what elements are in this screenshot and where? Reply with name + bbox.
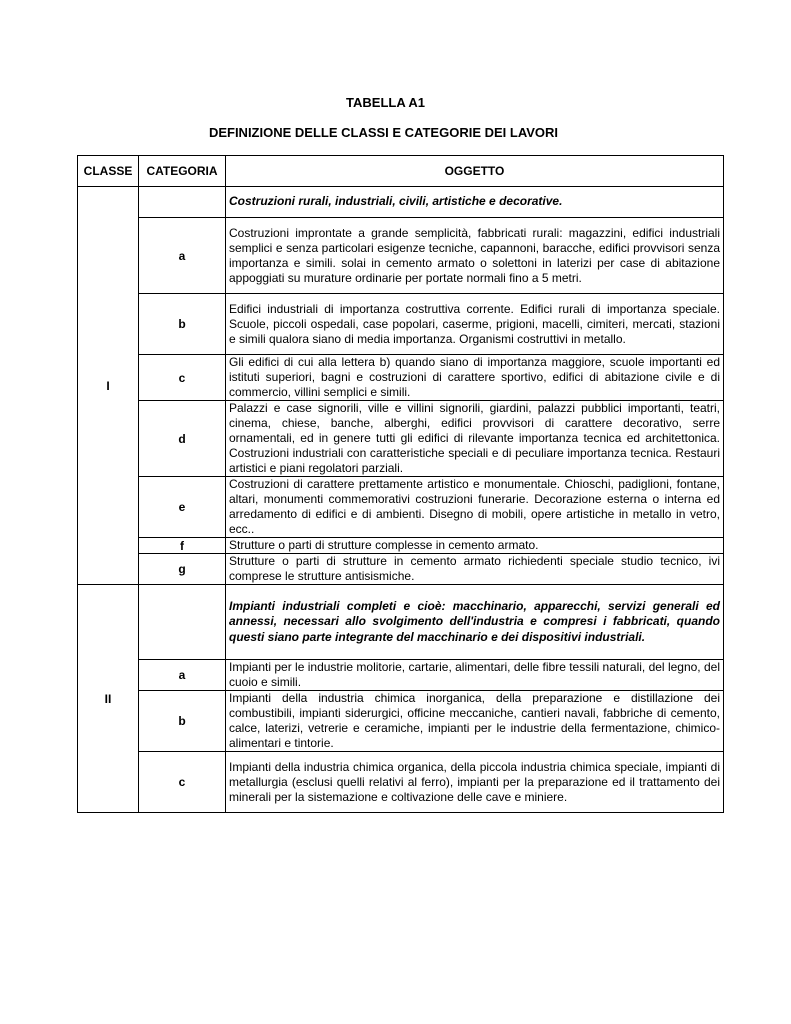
- oggetto-cell: Costruzioni di carattere prettamente artistico e monumentale. Chioschi, padiglioni, fontane, altari, monumenti commemorativi costruzioni funerarie. Decorazione esterna o interna ed arredamento di edifici e di ambienti. Disegno di mobili, opere artistiche in metallo in vetro, ecc..: [226, 477, 724, 538]
- oggetto-cell: Impianti per le industrie molitorie, cartarie, alimentari, delle fibre tessili naturali, del legno, del cuoio e simili.: [226, 660, 724, 691]
- oggetto-cell: Edifici industriali di importanza costruttiva corrente. Edifici rurali di importanza speciale. Scuole, piccoli ospedali, case popolari, caserme, prigioni, macelli, cimiteri, mercati, stazioni e simili qualora siano di media importanza. Organismi costruttivi in metallo.: [226, 294, 724, 355]
- oggetto-cell: Impianti della industria chimica inorganica, della preparazione e distillazione dei combustibili, impianti siderurgici, officine meccaniche, cantieri navali, fabbriche di cemento, calce, laterizi, vetrerie e ceramiche, impianti per le industrie della fermentazione, chimico-alimentari e tintorie.: [226, 691, 724, 752]
- classe-cell: I: [78, 187, 139, 585]
- oggetto-cell: Impianti della industria chimica organica, della piccola industria chimica speciale, impianti di metallurgia (esclusi quelli relativi al ferro), impianti per la preparazione ed il trattamento dei minerali per la sistemazione e coltivazione delle cave e miniere.: [226, 752, 724, 813]
- oggetto-cell: Strutture o parti di strutture complesse in cemento armato.: [226, 538, 724, 554]
- categoria-cell: f: [139, 538, 226, 554]
- table-row: [78, 585, 724, 660]
- categoria-cell: c: [139, 355, 226, 401]
- document-subtitle: DEFINIZIONE DELLE CLASSI E CATEGORIE DEI LAVORI: [208, 125, 559, 140]
- table-row: [78, 218, 724, 294]
- oggetto-cell: Gli edifici di cui alla lettera b) quando siano di importanza maggiore, scuole importanti ed istituti superiori, bagni e costruzioni di carattere sportivo, edifici di abitazione civile e di commercio, villini semplici e simili.: [226, 355, 724, 401]
- categoria-cell: e: [139, 477, 226, 538]
- table-row: [78, 477, 724, 538]
- classe-cell: II: [78, 585, 139, 813]
- table-row: [78, 554, 724, 585]
- table-row: [78, 660, 724, 691]
- classe-heading: Impianti industriali completi e cioè: macchinario, apparecchi, servizi generali ed annessi, necessari allo svolgimento dell'industria e compresi i fabbricati, quando questi siano parte integrante del macchinario e dei dispositivi industriali.: [226, 585, 724, 660]
- categoria-cell-empty: [139, 187, 226, 218]
- table-row: [78, 538, 724, 554]
- header-categoria: CATEGORIA: [139, 156, 226, 187]
- categoria-cell: a: [139, 218, 226, 294]
- categoria-cell: d: [139, 401, 226, 477]
- classe-heading: Costruzioni rurali, industriali, civili, artistiche e decorative.: [226, 187, 724, 218]
- table-row: [78, 691, 724, 752]
- table-row: [78, 187, 724, 218]
- categoria-cell: g: [139, 554, 226, 585]
- oggetto-cell: Costruzioni improntate a grande semplicità, fabbricati rurali: magazzini, edifici industriali semplici e senza particolari esigenze tecniche, capannoni, baracche, edifici provvisori senza importanza e simili. solai in cemento armato o solettoni in laterizi per case di abitazione appoggiati su murature ordinarie per portate normali fino a 5 metri.: [226, 218, 724, 294]
- categoria-cell: a: [139, 660, 226, 691]
- table-row: [78, 752, 724, 813]
- oggetto-cell: Strutture o parti di strutture in cemento armato richiedenti speciale studio tecnico, ivi comprese le strutture antisismiche.: [226, 554, 724, 585]
- header-oggetto: OGGETTO: [226, 156, 724, 187]
- categoria-cell: b: [139, 691, 226, 752]
- oggetto-cell: Palazzi e case signorili, ville e villini signorili, giardini, palazzi pubblici importanti, teatri, cinema, chiese, banche, alberghi, edifici provvisori di carattere decorativo, serre ornamentali, ed in genere tutti gli edifici di rilevante importanza tecnica ed architettonica. Costruzioni industriali con caratteristiche speciali e di peculiare importanza tecnica. Restauri artistici e piani regolatori parziali.: [226, 401, 724, 477]
- categoria-cell: b: [139, 294, 226, 355]
- table-row: [78, 355, 724, 401]
- table-header-row: [78, 156, 724, 187]
- categoria-cell: c: [139, 752, 226, 813]
- table-row: [78, 294, 724, 355]
- table-row: [78, 401, 724, 477]
- classi-table: [77, 155, 724, 813]
- document-title: TABELLA A1: [346, 95, 425, 110]
- header-classe: CLASSE: [78, 156, 139, 187]
- categoria-cell-empty: [139, 585, 226, 660]
